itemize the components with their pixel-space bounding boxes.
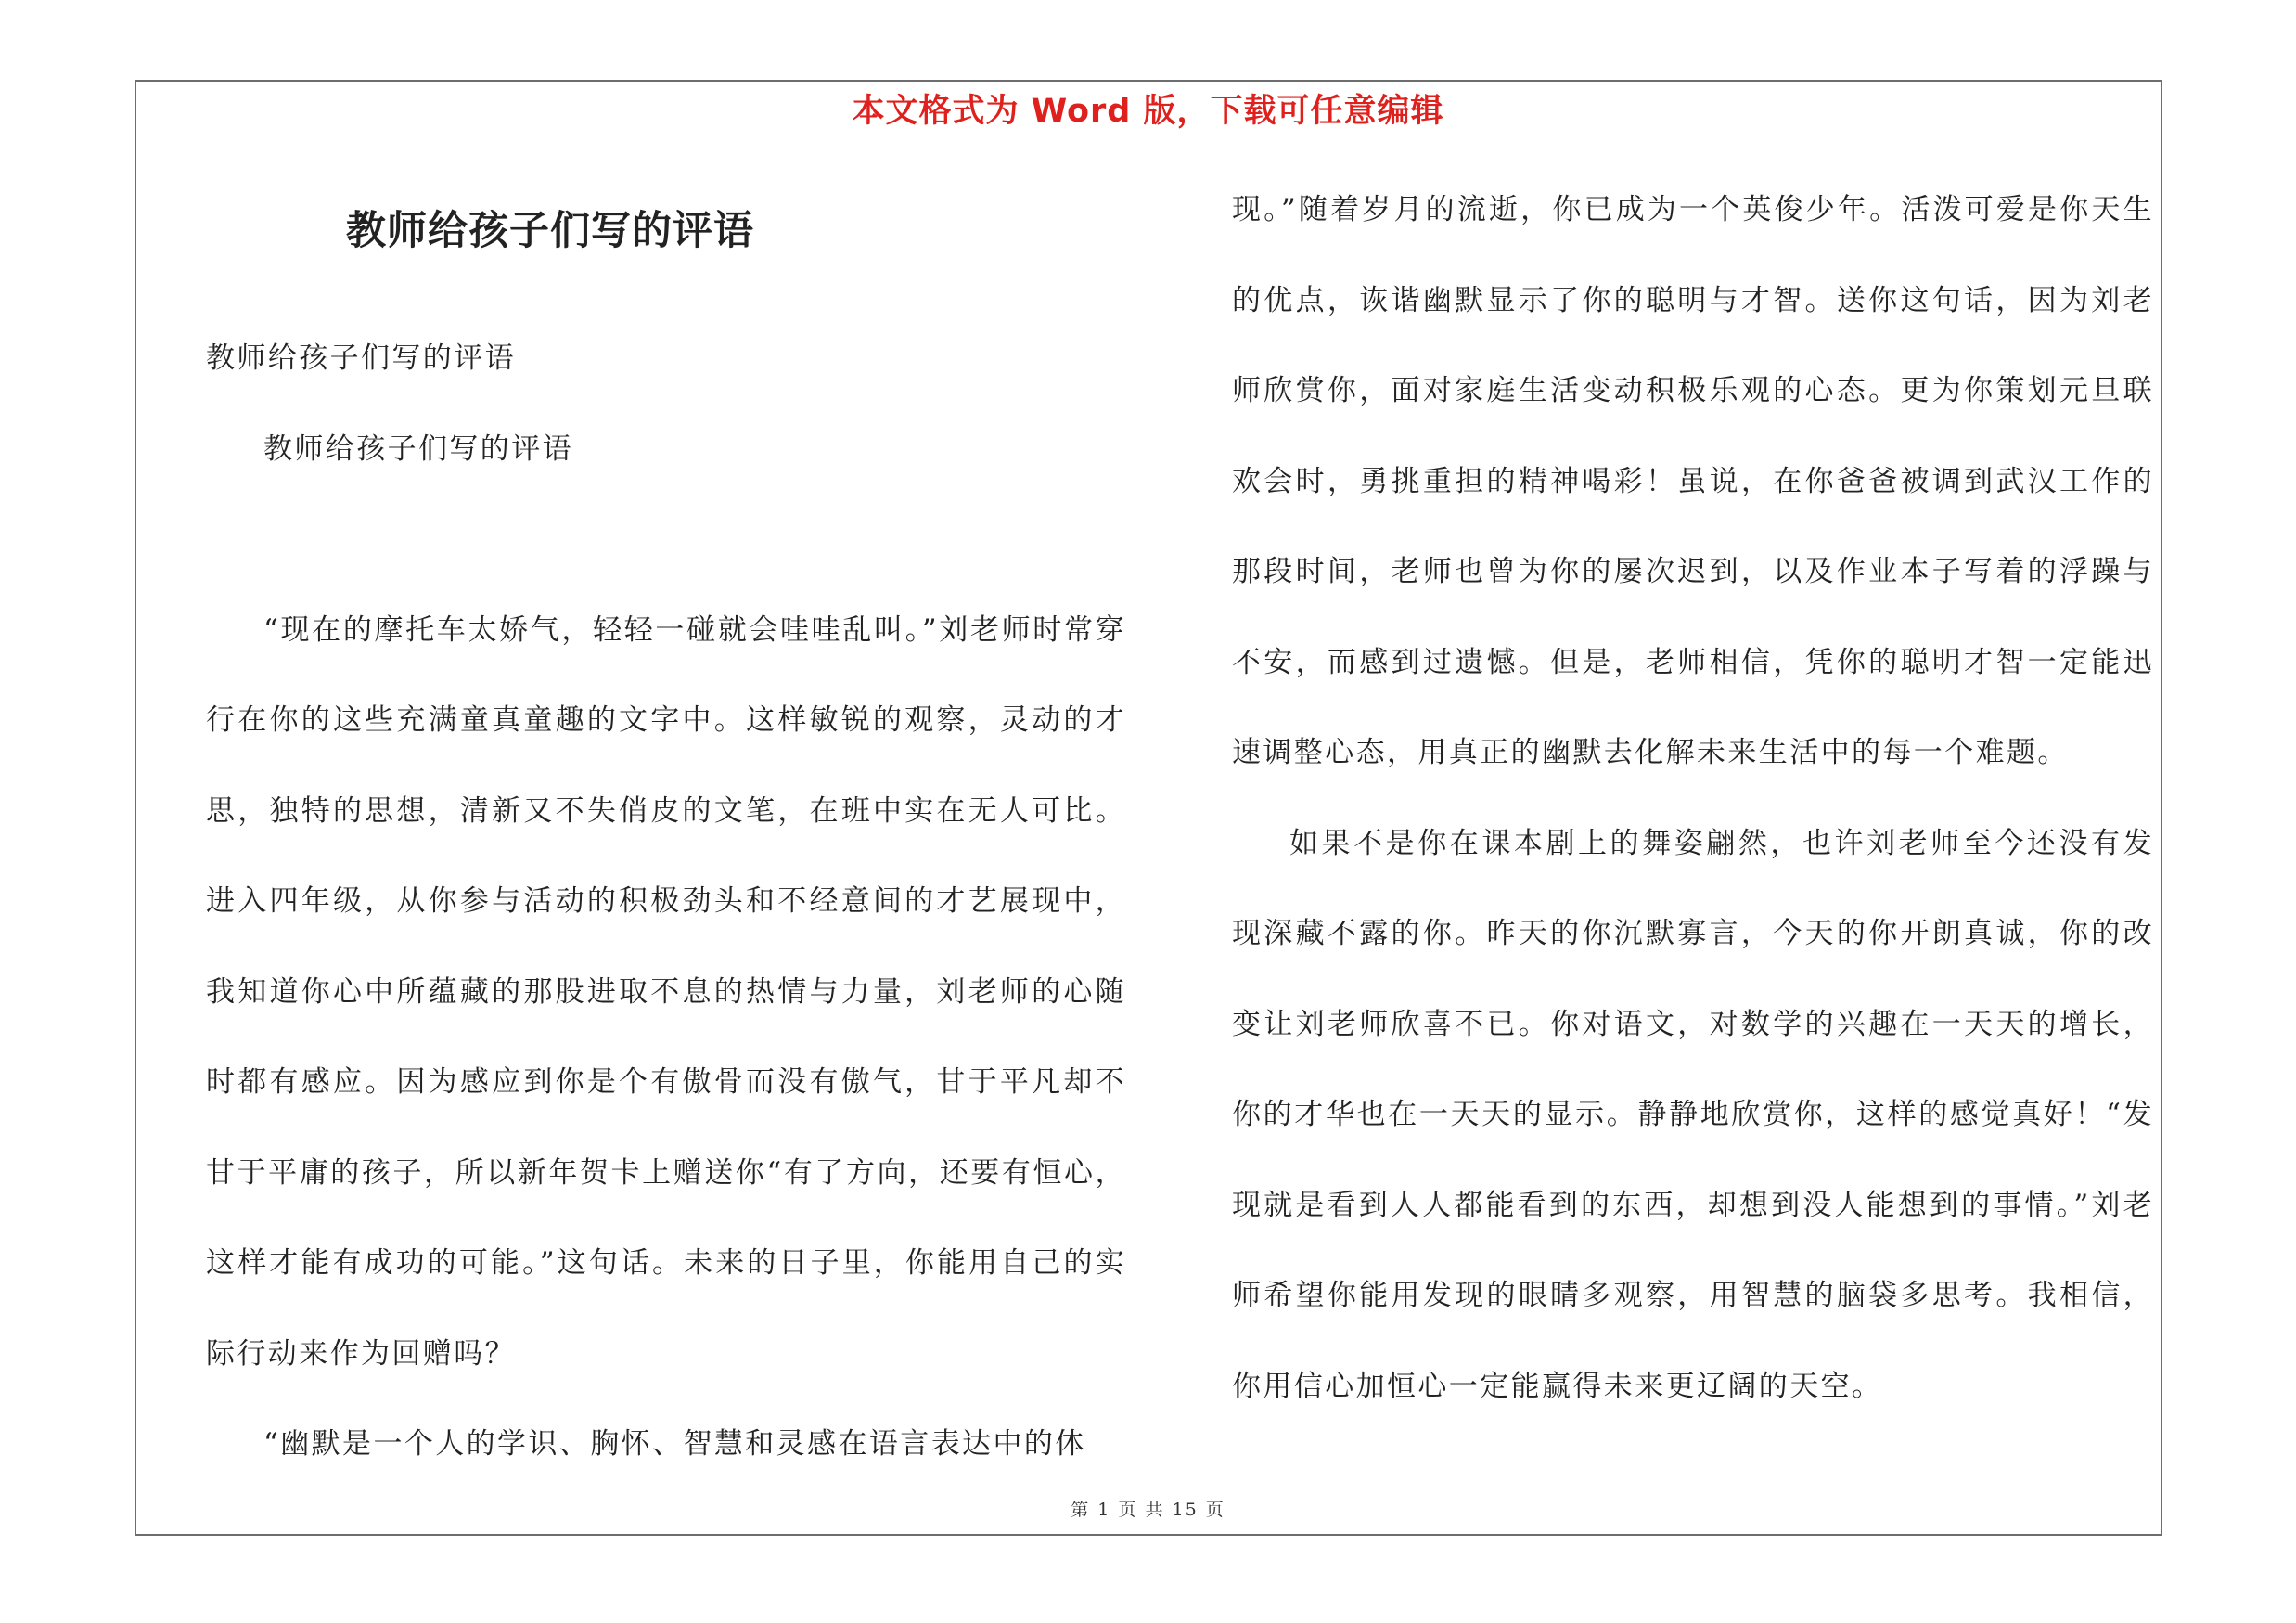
document-title: 教师给孩子们写的评语 <box>346 208 754 254</box>
blank-line <box>206 495 1126 586</box>
paragraph-humor-continued: 现。”随着岁月的流逝，你已成为一个英俊少年。活泼可爱是你天生的优点，诙谐幽默显示了你的聪明与才智。送你这句话，因为刘老师欣赏你，面对家庭生活变动积极乐观的心态。更为你策划元旦联欢会时，勇挑重担的精神喝彩！虽说，在你爸爸被调到武汉工作的那段时间，老师也曾为你的屡次迟到，以及作业本子写着的浮躁与不安，而感到过遗憾。但是，老师相信，凭你的聪明才智一定能迅速调整心态，用真正的幽默去化解未来生活中的每一个难题。 <box>1232 193 2154 769</box>
paragraph-humor-start: “幽默是一个人的学识、胸怀、智慧和灵感在语言表达中的体 <box>263 1427 1086 1461</box>
paragraph-motorcycle: “现在的摩托车太娇气，轻轻一碰就会哇哇乱叫。”刘老师时常穿行在你的这些充满童真童趣的文字中。这样敏锐的观察，灵动的才思，独特的思想，清新又不失俏皮的文笔，在班中实在无人可比。进入四年级，从你参与活动的积极劲头和不经意间的才艺展现中，我知道你心中所蕴藏的那股进取不息的热情与力量，刘老师的心随时都有感应。因为感应到你是个有傲骨而没有傲气，甘于平凡却不甘于平庸的孩子，所以新年贺卡上赠送你“有了方向，还要有恒心，这样才能有成功的可能。”这句话。未来的日子里，你能用自己的实际行动来作为回赠吗？ <box>206 612 1126 1371</box>
left-column <box>206 199 1126 1490</box>
word-format-banner: 本文格式为 Word 版，下载可任意编辑 <box>852 93 1444 130</box>
subtitle-indented-line: 教师给孩子们写的评语 <box>263 432 573 466</box>
right-column <box>1232 165 2154 1432</box>
paragraph-drama-dance: 如果不是你在课本剧上的舞姿翩然，也许刘老师至今还没有发现深藏不露的你。昨天的你沉默寡言，今天的你开朗真诚，你的改变让刘老师欣喜不已。你对语文，对数学的兴趣在一天天的增长，你的才华也在一天天的显示。静静地欣赏你，这样的感觉真好！“发现就是看到人人都能看到的东西，却想到没人能想到的事情。”刘老师希望你能用发现的眼睛多观察，用智慧的脑袋多思考。我相信，你用信心加恒心一定能赢得未来更辽阔的天空。 <box>1232 826 2154 1403</box>
page-number-footer: 第 1 页 共 15 页 <box>1071 1500 1225 1520</box>
subtitle-line: 教师给孩子们写的评语 <box>206 341 516 375</box>
